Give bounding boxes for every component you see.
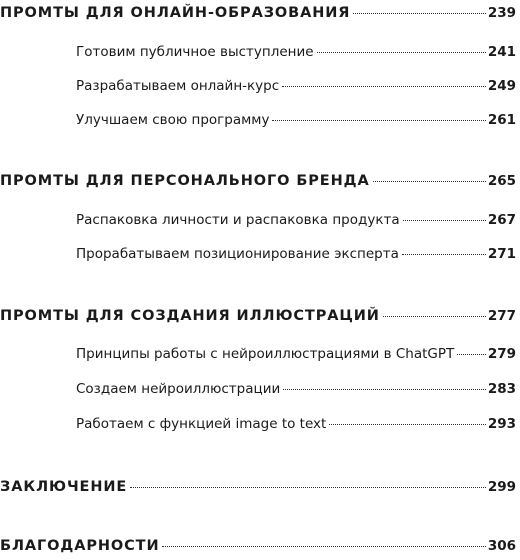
dot-leader xyxy=(383,316,486,317)
dot-leader xyxy=(329,424,486,425)
toc-entry-page: 261 xyxy=(487,112,516,128)
toc-section-personal-brand xyxy=(0,173,516,189)
toc-entry-title: ПРОМТЫ ДЛЯ ОНЛАЙН-ОБРАЗОВАНИЯ xyxy=(0,5,351,21)
dot-leader xyxy=(403,220,486,221)
toc-entry-title: Разрабатываем онлайн-курс xyxy=(76,78,280,94)
toc-entry-page: 306 xyxy=(487,538,516,554)
dot-leader xyxy=(283,389,486,390)
dot-leader xyxy=(373,181,486,182)
toc-entry-title: Готовим публичное выступление xyxy=(76,44,314,60)
toc-entry-title: Улучшаем свою программу xyxy=(76,112,270,128)
toc-entry-page: 299 xyxy=(487,479,516,495)
toc-entry-title: Создаем нейроиллюстрации xyxy=(76,381,281,397)
toc-section-online-education xyxy=(0,5,516,21)
toc-item-public-speech xyxy=(76,44,516,60)
toc-item-online-course xyxy=(76,78,516,94)
toc-entry-title: ЗАКЛЮЧЕНИЕ xyxy=(0,479,128,495)
dot-leader xyxy=(353,13,485,14)
toc-entry-page: 241 xyxy=(487,44,516,60)
toc-item-improve-program xyxy=(76,112,516,128)
toc-entry-title: БЛАГОДАРНОСТИ xyxy=(0,538,160,554)
toc-entry-title: Распаковка личности и распаковка продукта xyxy=(76,212,400,228)
toc-entry-title: Принципы работы с нейроиллюстрациями в ChatGPT xyxy=(76,346,455,362)
dot-leader xyxy=(162,546,485,547)
toc-entry-page: 277 xyxy=(487,308,516,324)
dot-leader xyxy=(457,354,486,355)
toc-item-expert-positioning xyxy=(76,246,516,262)
toc-entry-page: 279 xyxy=(487,346,516,362)
toc-entry-title: Прорабатываем позиционирование эксперта xyxy=(76,246,399,262)
toc-section-illustrations xyxy=(0,308,516,324)
toc-entry-page: 239 xyxy=(487,5,516,21)
toc-entry-page: 283 xyxy=(487,381,516,397)
toc-section-acknowledgements xyxy=(0,538,516,554)
dot-leader xyxy=(130,487,486,488)
toc-item-personality-unpacking xyxy=(76,212,516,228)
toc-entry-title: Работаем с функцией image to text xyxy=(76,416,327,432)
toc-item-create-illustrations xyxy=(76,381,516,397)
toc-entry-page: 267 xyxy=(487,212,516,228)
dot-leader xyxy=(272,120,485,121)
toc-entry-page: 249 xyxy=(487,78,516,94)
toc-entry-page: 265 xyxy=(487,173,516,189)
toc-item-image-to-text xyxy=(76,416,516,432)
toc-item-neuro-principles xyxy=(76,346,516,362)
dot-leader xyxy=(282,86,486,87)
toc-entry-page: 293 xyxy=(487,416,516,432)
toc-entry-title: ПРОМТЫ ДЛЯ СОЗДАНИЯ ИЛЛЮСТРАЦИЙ xyxy=(0,308,380,324)
dot-leader xyxy=(402,254,486,255)
toc-section-conclusion xyxy=(0,479,516,495)
toc-entry-title: ПРОМТЫ ДЛЯ ПЕРСОНАЛЬНОГО БРЕНДА xyxy=(0,173,370,189)
toc-entry-page: 271 xyxy=(487,246,516,262)
dot-leader xyxy=(317,52,486,53)
